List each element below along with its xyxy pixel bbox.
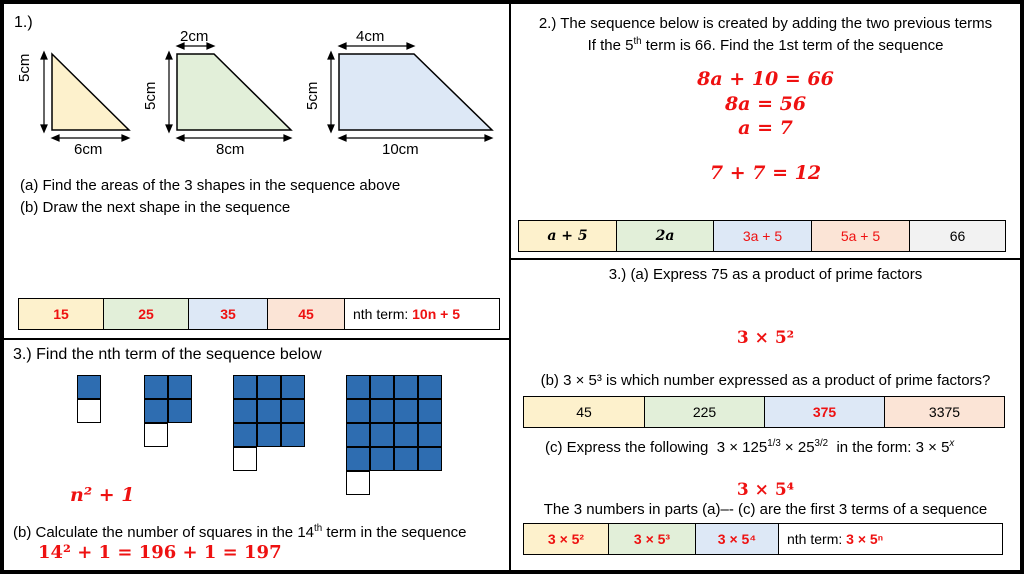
q2-strip <box>518 220 1006 252</box>
shape2-top-label: 2cm <box>180 28 209 45</box>
q3-left-part-b: (b) Calculate the number of squares in the 14th term in the sequence <box>13 523 467 541</box>
nth-term-answer: 3 × 5ⁿ <box>846 531 884 547</box>
strip-cell: 45 <box>524 397 645 427</box>
square <box>233 375 257 399</box>
nth-term-cell <box>345 299 499 329</box>
strip-cell: a + 5 <box>519 221 617 251</box>
square <box>394 375 418 399</box>
square <box>168 375 192 399</box>
square <box>394 447 418 471</box>
part-c-suffix: in the form: 3 × 5 <box>828 439 950 456</box>
part-c-exp1: 1/3 <box>767 438 781 449</box>
square <box>370 399 394 423</box>
strip-cell: 5a + 5 <box>812 221 910 251</box>
square <box>257 399 281 423</box>
square <box>281 423 305 447</box>
square <box>233 447 257 471</box>
nth-term-answer: 10n + 5 <box>412 306 461 322</box>
square <box>346 471 370 495</box>
part-c-var: x <box>949 438 955 449</box>
square <box>281 375 305 399</box>
square <box>418 375 442 399</box>
square <box>346 375 370 399</box>
q3-right-summary: The 3 numbers in parts (a)–- (c) are the first 3 terms of a sequence <box>543 501 988 518</box>
q3-right-answer-a: 3 × 5² <box>736 328 795 348</box>
square <box>370 423 394 447</box>
square <box>418 447 442 471</box>
strip-cell: 66 <box>910 221 1005 251</box>
q3-left-answer: n² + 1 <box>70 484 135 506</box>
strip-cell: 3a + 5 <box>714 221 812 251</box>
q2-work-4: 7 + 7 = 12 <box>709 162 822 184</box>
square <box>233 423 257 447</box>
q2-work-2: 8a = 56 <box>724 93 807 115</box>
trapezium-shape-2 <box>177 54 291 130</box>
square <box>394 399 418 423</box>
square <box>77 399 101 423</box>
q2-line1: 2.) The sequence below is created by adding the two previous terms <box>538 15 993 32</box>
square <box>77 375 101 399</box>
q3-right-part-b: (b) 3 × 5³ is which number expressed as a product of prime factors? <box>540 372 991 389</box>
q1-answer-strip <box>18 298 500 330</box>
square <box>418 399 442 423</box>
panel-q2 <box>511 4 1020 258</box>
trapezium-shape-3 <box>339 54 492 130</box>
square <box>394 423 418 447</box>
part-c-mid: × 25 <box>780 439 815 456</box>
q3-strip-final <box>523 523 1003 555</box>
q2-work-1: 8a + 10 = 66 <box>697 68 834 90</box>
part-c-exp2: 3/2 <box>814 438 829 449</box>
square <box>346 447 370 471</box>
strip-cell: 15 <box>19 299 104 329</box>
q1-number: 1.) <box>14 14 33 31</box>
q2-line2: If the 5th term is 66. Find the 1st term of the sequence <box>587 36 944 54</box>
square <box>257 375 281 399</box>
strip-cell: 35 <box>189 299 268 329</box>
q1-part-a: (a) Find the areas of the 3 shapes in the sequence above <box>20 177 401 194</box>
strip-cell: 2a <box>617 221 714 251</box>
part-c-prefix: (c) Express the following 3 × 125 <box>545 439 768 456</box>
strip-cell: 3 × 5⁴ <box>696 524 779 554</box>
nth-term-label: nth term: <box>787 531 847 547</box>
nth-term-cell <box>779 524 1002 554</box>
nth-term-label: nth term: <box>353 306 413 322</box>
q3-right-part-c <box>545 438 954 456</box>
strip-cell: 3375 <box>885 397 1004 427</box>
shape2-height-label: 5cm <box>142 81 159 110</box>
square <box>370 375 394 399</box>
strip-cell: 3 × 5³ <box>609 524 696 554</box>
q1-part-b: (b) Draw the next shape in the sequence <box>20 199 291 216</box>
square <box>281 399 305 423</box>
panel-q1 <box>4 4 509 338</box>
shape3-width-label: 10cm <box>382 141 419 158</box>
panel-q3-right <box>511 260 1020 570</box>
strip-cell: 45 <box>268 299 345 329</box>
square <box>168 399 192 423</box>
q3-strip-b <box>523 396 1005 428</box>
strip-cell: 3 × 5² <box>524 524 609 554</box>
shape1-height-label: 5cm <box>16 53 33 82</box>
shape1-width-label: 6cm <box>74 141 103 158</box>
q3-left-title: 3.) Find the nth term of the sequence below <box>13 346 322 363</box>
square <box>144 375 168 399</box>
square <box>418 423 442 447</box>
square <box>257 423 281 447</box>
square <box>144 423 168 447</box>
q3-left-part-b-answer: 14² + 1 = 196 + 1 = 197 <box>38 542 282 563</box>
square <box>144 399 168 423</box>
shape2-width-label: 8cm <box>216 141 245 158</box>
triangle-shape <box>52 54 129 130</box>
square <box>233 399 257 423</box>
q3-right-answer-c: 3 × 5⁴ <box>736 480 795 500</box>
strip-cell: 375 <box>765 397 885 427</box>
strip-cell: 25 <box>104 299 189 329</box>
square <box>370 447 394 471</box>
square <box>346 423 370 447</box>
strip-cell: 225 <box>645 397 765 427</box>
q3-right-part-a: 3.) (a) Express 75 as a product of prime factors <box>608 266 923 283</box>
q2-work-3: a = 7 <box>738 117 793 139</box>
panel-q3-left <box>4 340 509 570</box>
shape3-height-label: 5cm <box>304 81 321 110</box>
square <box>346 399 370 423</box>
shape3-top-label: 4cm <box>356 28 385 45</box>
